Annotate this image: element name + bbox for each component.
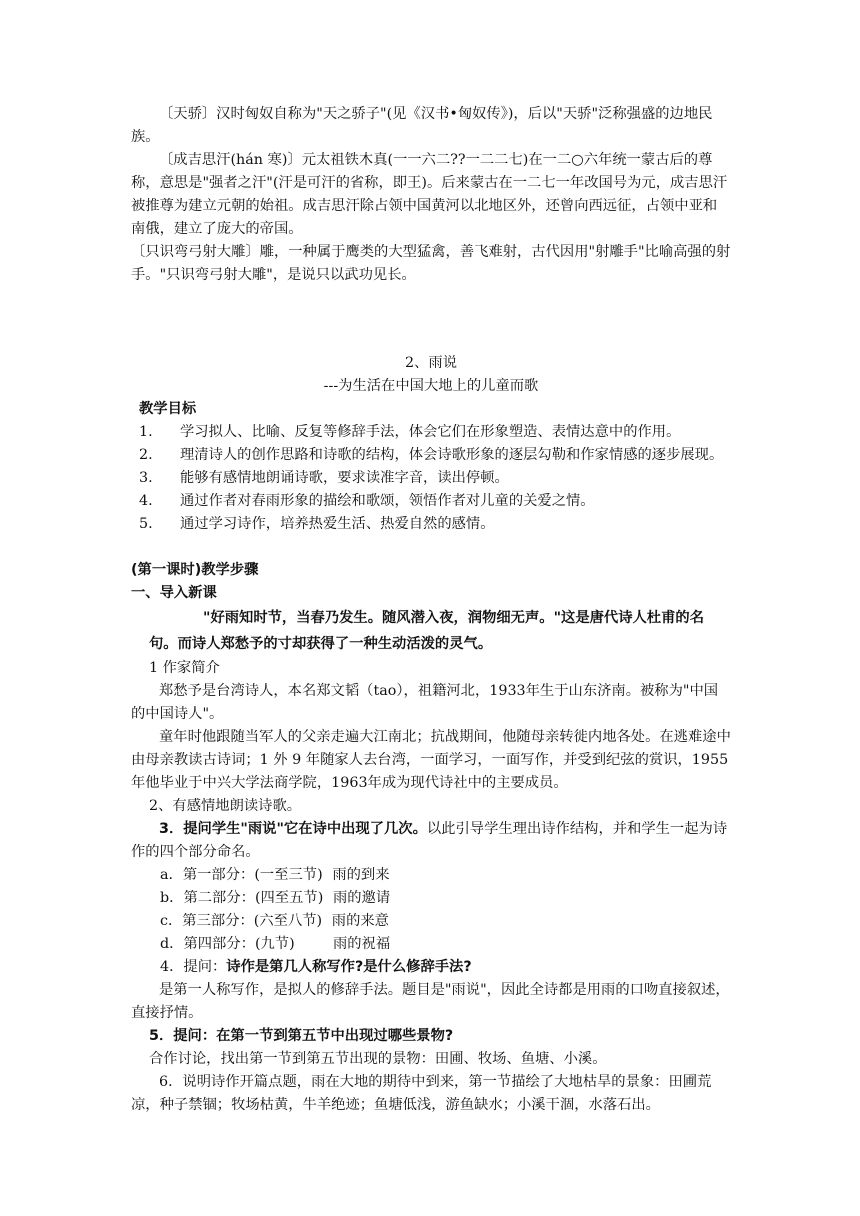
goal-item: 2. 理清诗人的创作思路和诗歌的结构，体会诗歌形象的逐层勾勒和作家情感的逐步展现。 <box>139 447 724 463</box>
step-5-answer: 合作讨论，找出第一节到第五节出现的景物：田圃、牧场、鱼塘、小溪。 <box>149 1051 607 1067</box>
part-item: c．第三部分：(六至八节) 雨的来意 <box>160 913 389 929</box>
note-shediao: 〔只识弯弓射大雕〕雕，一种属于鹰类的大型猛禽，善飞难射，古代因用"射雕手"比喻高强的射手。"只识弯弓射大雕"，是说只以武功见长。 <box>131 244 731 283</box>
lesson-subtitle: ---为生活在中国大地上的儿童而歌 <box>323 378 539 394</box>
note-tianjiao: 〔天骄〕汉时匈奴自称为"天之骄子"(见《汉书•匈奴传》)，后以"天骄"泛称强盛的边地民族。 <box>131 106 713 145</box>
annotation-notes <box>131 103 731 287</box>
steps-heading: (第一课时)教学步骤 <box>131 562 259 578</box>
part-item: a．第一部分：(一至三节) 雨的到来 <box>160 867 390 883</box>
author-intro-1: 郑愁予是台湾诗人，本名郑文韬（tao），祖籍河北，1933年生于山东济南。被称为"中国的中国诗人"。 <box>131 683 719 722</box>
lesson-title-block <box>131 352 731 398</box>
goals-list <box>131 421 731 536</box>
part-item: b．第二部分：(四至五节) 雨的邀请 <box>160 890 391 906</box>
note-genghis-khan: 〔成吉思汗(hán 寒)〕元太祖铁木真(一一六二??一二二七)在一二○六年统一蒙古后的尊称，意思是"强者之汗"(汗是可汗的省称，即王)。后来蒙古在一二七一年改国号为元，成吉思汗被推尊为建立元朝的始祖。成吉思汗除占领中国黄河以北地区外，还曾向西远征，占领中亚和南俄，建立了庞大的帝国。 <box>131 152 728 237</box>
step-3: 3．提问学生"雨说"它在诗中出现了几次。以此引导学生理出诗作结构，并和学生一起为诗作的四个部分命名。 <box>131 821 728 860</box>
step-4-answer: 是第一人称写作，是拟人的修辞手法。题目是"雨说"，因此全诗都是用雨的口吻直接叙述，直接抒情。 <box>131 982 730 1021</box>
goal-item: 3. 能够有感情地朗诵诗歌，要求读准字音，读出停顿。 <box>139 470 509 486</box>
author-heading: 1 作家简介 <box>149 660 220 676</box>
goal-item: 4. 通过作者对春雨形象的描绘和歌颂，领悟作者对儿童的关爱之情。 <box>139 493 595 509</box>
teaching-goals <box>131 398 731 536</box>
goals-heading: 教学目标 <box>139 401 197 417</box>
step-5: 5．提问：在第一节到第五节中出现过哪些景物? <box>149 1028 454 1044</box>
teaching-steps <box>131 559 731 1117</box>
section1-heading: 一、导入新课 <box>131 585 217 601</box>
step-4: 4．提问：诗作是第几人称写作?是什么修辞手法? <box>160 959 472 975</box>
goal-item: 5. 通过学习诗作，培养热爱生活、热爱自然的感情。 <box>139 516 495 532</box>
goal-item: 1. 学习拟人、比喻、反复等修辞手法，体会它们在形象塑造、表情达意中的作用。 <box>139 424 681 440</box>
poem-parts <box>131 864 731 956</box>
step-6: 6．说明诗作开篇点题，雨在大地的期待中到来，第一节描绘了大地枯旱的景象：田圃荒凉，种子禁锢；牧场枯黄，牛羊绝迹；鱼塘低浅，游鱼缺水；小溪干涸，水落石出。 <box>131 1074 712 1113</box>
author-intro-2: 童年时他跟随当军人的父亲走遍大江南北；抗战期间，他随母亲转徙内地各处。在逃难途中由母亲教读古诗词；1 外 9 年随家人去台湾，一面学习，一面写作，并受到纪弦的赏识，1955年他毕业于中兴大学法商学院，1963年成为现代诗社中的主要成员。 <box>131 729 731 791</box>
intro-quote: "好雨知时节，当春乃发生。随风潜入夜，润物细无声。"这是唐代诗人杜甫的名句。而诗人郑愁予的寸却获得了一种生动活泼的灵气。 <box>149 610 704 652</box>
part-item: d．第四部分：(九节) 雨的祝福 <box>160 936 391 952</box>
lesson-title: 2、雨说 <box>405 355 457 371</box>
step-2: 2、有感情地朗读诗歌。 <box>149 798 302 814</box>
